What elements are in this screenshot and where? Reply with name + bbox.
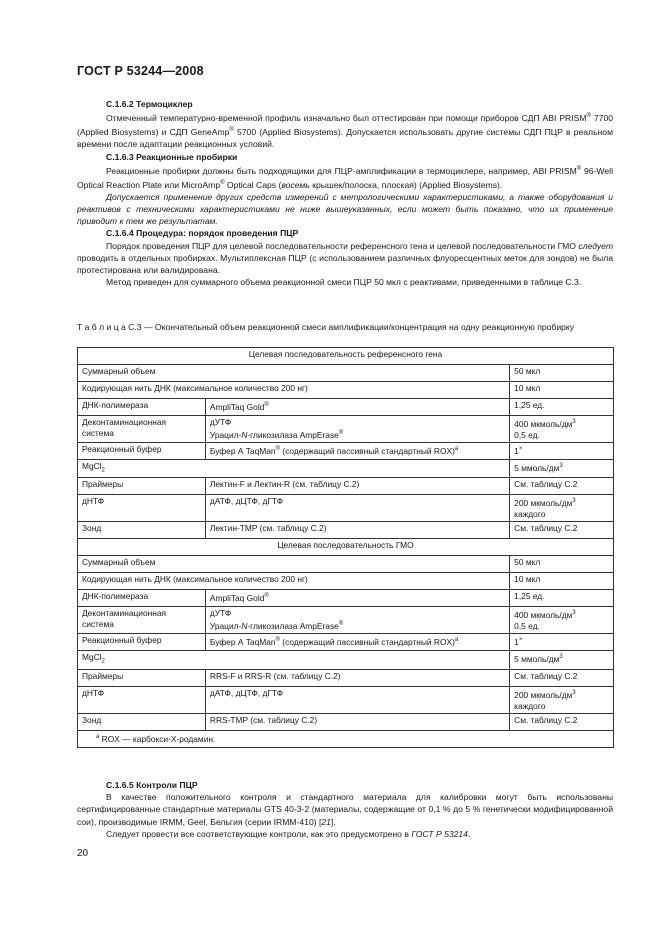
table-caption: Т а б л и ц а С.3 — Окончательный объем реакционной смеси амплификации/концентрация на одну реакционную пробирку: [77, 322, 575, 332]
table-footnote-row: $^а$ ROX — карбокси-Х-родамин.: [78, 730, 614, 747]
table-row: Деконтаминационная система дУТФ Урацил-N-гликозилаза AmpErase® 400 мкмоль/дм$^3$ 0,5 ед.: [78, 607, 614, 634]
table-row: Целевая последовательность ГМО: [78, 539, 614, 556]
paragraph: Следует провести все соответствующие контроли, как это предусмотрено в ГОСТ Р 53214.: [106, 828, 471, 839]
table-row: Суммарный объем 50 мкл: [78, 556, 614, 573]
table-row: дНТФ дАТФ, дЦТФ, дГТФ 200 мкмоль/дм$^3$ каждого: [78, 686, 614, 713]
table-row: Кодирующая нить ДНК (максимальное количество 200 нг) 10 мкл: [78, 573, 614, 590]
section-title: С.1.6.3 Реакционные пробирки: [106, 151, 238, 162]
table-row: Зонд RRS-TMP (см. таблицу С.2) См. таблицу С.2: [78, 713, 614, 730]
paragraph: В качестве положительного контроля и стандартного материала для калибровки могут быть использованы сертифицированные стандартные материалы GTS 40-3-2 (материалы, содержащие от 0,1 % до 5 % генетически модифицированной сои), производимые IRMM, Geel, Бельгия (серии IRMM-410) [21].: [77, 792, 613, 827]
table-row: Праймеры RRS-F и RRS-R (см. таблицу С.2) См. таблицу С.2: [78, 669, 614, 686]
paragraph: Реакционные пробирки должны быть подходящими для ПЦР-амплификации в термоциклере, например, ABI PRISM® 96-Well Optical Reaction Plate или MicroAmp® Optical Caps (восемь крышек/полоска, плоская) (Applied Biosystems).: [77, 165, 613, 190]
table-row: дНТФ дАТФ, дЦТФ, дГТФ 200 мкмоль/дм$^3$ каждого: [78, 495, 614, 522]
table-row: Реакционный буфер Буфер А TaqMan® (содержащий пассивный стандартный ROX)$^а$ 1×: [78, 442, 614, 459]
section-title: С.1.6.2 Термоциклер: [106, 99, 193, 109]
paragraph: Отмеченный температурно-временной профиль изначально был оттестирован при помощи приборов СДП ABI PRISM® 7700 (Applied Biosystems) и СДП GeneAmp® 5700 (Applied Biosystems). Допускается использовать другие системы СДП ПЦР в реальном времени после адаптации реакционных условий.: [77, 113, 613, 150]
paragraph: Метод приведен для суммарного объема реакционной смеси ПЦР 50 мкл с реактивами, приведенными в таблице С.3.: [106, 277, 582, 288]
table-row: Зонд Лектин-TMP (см. таблицу С.2) См. таблицу С.2: [78, 522, 614, 539]
table-row: Реакционный буфер Буфер А TaqMan® (содержащий пассивный стандартный ROX)$^а$ 1×: [78, 634, 614, 651]
section-title: С.1.6.4 Процедура: порядок проведения ПЦР: [106, 228, 299, 239]
table-row: Деконтаминационная система дУТФ Урацил-N-гликозилаза AmpErase® 400 мкмоль/дм$^3$ 0,5 ед.: [78, 416, 614, 443]
section-c162: [77, 98, 613, 288]
reaction-mix-table: [77, 347, 614, 748]
paragraph: Порядок проведения ПЦР для целевой последовательности референсного гена и целевой последовательности ГМО следует проводить в отдельных пробирках. Мультиплексная ПЦР (с использованием различных флуоресцентных меток для зондов) не была протестирована или валидирована.: [77, 240, 613, 276]
paragraph: Допускается применение других средств измерений с метрологическими характеристиками, а также оборудования и реактивов с техническими характеристиками не ниже вышеуказанных, если может быть показано, что их применение приводит к тем же результатам.: [77, 191, 613, 227]
document-header: ГОСТ Р 53244—2008: [77, 64, 204, 78]
table-row: ДНК-полимераза AmpliTaq Gold® 1,25 ед.: [78, 590, 614, 607]
table-row: MgCl$_2$ 5 ммоль/дм$^3$: [78, 651, 614, 670]
table-row: Целевая последовательность референсного гена: [78, 348, 614, 365]
table-row: Кодирующая нить ДНК (максимальное количество 200 нг) 10 мкл: [78, 382, 614, 399]
table-row: Суммарный объем 50 мкл: [78, 365, 614, 382]
table-row: Праймеры Лектин-F и Лектин-R (см. таблицу С.2) См. таблицу С.2: [78, 478, 614, 495]
section-title: С.1.6.5 Контроли ПЦР: [106, 780, 198, 790]
page-number: 20: [77, 848, 89, 859]
table-row: ДНК-полимераза AmpliTaq Gold® 1,25 ед.: [78, 399, 614, 416]
section-c165: [77, 779, 613, 840]
table-row: MgCl$_2$ 5 ммоль/дм$^3$: [78, 459, 614, 478]
